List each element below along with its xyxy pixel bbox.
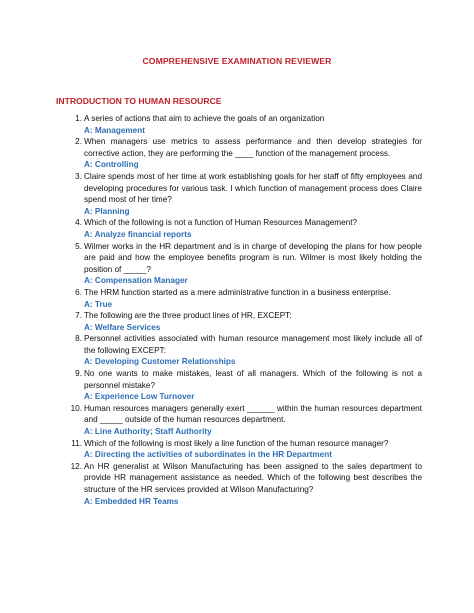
answer-text: A: Developing Customer Relationships: [84, 357, 236, 367]
answer-text: A: Analyze financial reports: [84, 229, 192, 239]
question-text: The following are the three product lines of HR, EXCEPT:: [84, 311, 292, 321]
question-item: [62, 113, 422, 136]
question-number: 12.: [70, 461, 82, 471]
question-text: A series of actions that aim to achieve the goals of an organization: [84, 114, 325, 123]
document-title: COMPREHENSIVE EXAMINATION REVIEWER: [142, 56, 332, 66]
answer-text: A: Compensation Manager: [84, 276, 188, 286]
question-item: [62, 171, 422, 217]
question-item: [62, 438, 422, 461]
question-item: [62, 461, 422, 507]
question-number: 8.: [75, 334, 82, 344]
question-text: Which of the following is most likely a line function of the human resource manager?: [84, 438, 389, 448]
question-item: [62, 217, 422, 240]
question-text: Claire spends most of her time at work establishing goals for her staff of fifty employees and developing procedures for various task. I which function of management process does Claire spend most of her time?: [84, 171, 422, 205]
question-text: Human resources managers generally exert ______ within the human resources department and _____ outside of the human resources department.: [84, 403, 422, 425]
question-item: [62, 403, 422, 438]
question-text: Wilmer works in the HR department and is in charge of developing the plans for how people are paid and how the employee benefits program is run. Wilmer is most likely holding the position of _____?: [84, 241, 422, 274]
question-text: Personnel activities associated with human resource management most likely include all of the following EXCEPT:: [84, 334, 422, 355]
question-number: 4.: [75, 218, 82, 228]
question-text: The HRM function started as a mere administrative function in a business enterprise.: [84, 287, 391, 297]
question-number: 5.: [75, 241, 82, 251]
question-item: [62, 333, 422, 368]
question-number: 10.: [70, 403, 82, 413]
question-number: 7.: [75, 311, 82, 321]
answer-text: A: Embedded HR Teams: [84, 496, 179, 506]
answer-text: A: Planning: [84, 206, 130, 216]
question-item: [62, 136, 422, 171]
question-item: [62, 368, 422, 403]
question-text: An HR generalist at Wilson Manufacturing has been assigned to the sales department to provide HR management assistance as needed. Which of the following best describes the structure of the HR services provided at Wilson Manufacturing?: [84, 461, 422, 494]
answer-text: A: Controlling: [84, 160, 139, 170]
question-text: Which of the following is not a function of Human Resources Management?: [84, 218, 358, 228]
question-number: 2.: [75, 137, 82, 147]
question-item: [62, 310, 422, 333]
answer-text: A: Welfare Services: [84, 322, 161, 332]
question-text: No one wants to make mistakes, least of all managers. Which of the following is not a personnel mistake?: [84, 369, 422, 390]
question-number: 6.: [75, 287, 82, 297]
question-number: 1.: [75, 114, 82, 123]
answer-text: A: Directing the activities of subordinates in the HR Department: [84, 450, 332, 460]
question-number: 3.: [75, 171, 82, 181]
question-number: 11.: [71, 438, 82, 448]
answer-text: A: Line Authority; Staff Authority: [84, 427, 212, 437]
question-list: [62, 113, 422, 507]
question-item: [62, 241, 422, 287]
section-heading: INTRODUCTION TO HUMAN RESOURCE: [56, 96, 222, 106]
question-item: [62, 287, 422, 310]
question-number: 9.: [75, 369, 82, 379]
answer-text: A: Management: [84, 125, 145, 135]
answer-text: A: Experience Low Turnover: [84, 392, 195, 402]
answer-text: A: True: [84, 299, 113, 309]
question-text: When managers use metrics to assess performance and then develop strategies for corrective action, they are performing the ____ function of the management process.: [84, 137, 422, 158]
